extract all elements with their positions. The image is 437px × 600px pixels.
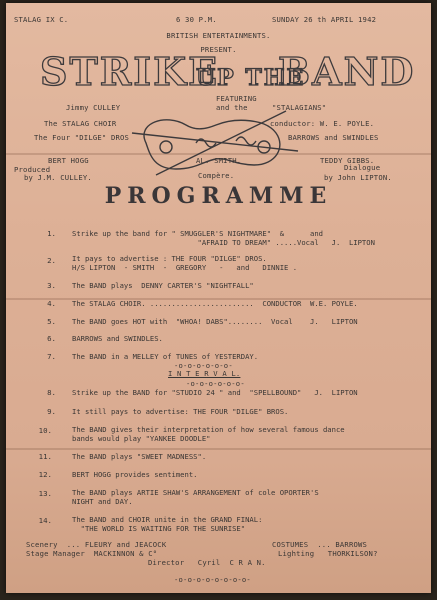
item-number: 3. bbox=[47, 281, 56, 290]
camp-name: STALAG IX C. bbox=[14, 15, 69, 24]
item-text-continued: NIGHT and DAY. bbox=[72, 497, 133, 506]
item-text: The BAND goes HOT with "WHOA! DABS"........ Vocal J. LIPTON bbox=[72, 317, 358, 326]
item-text-continued: "THE WORLD IS WAITING FOR THE SUNRISE" bbox=[72, 524, 246, 533]
present-label: PRESENT. bbox=[200, 45, 237, 54]
credit-smith: AL. SMITH. bbox=[196, 156, 242, 165]
credit-choir: The STALAG CHOIR bbox=[44, 119, 117, 128]
item-number: 10. bbox=[38, 426, 52, 435]
credit-costumes: COSTUMES ... BARROWS bbox=[272, 540, 368, 549]
item-number: 2. bbox=[47, 256, 56, 265]
item-text: The STALAG CHOIR. ........................ CONDUCTOR W.E. POYLE. bbox=[72, 299, 358, 308]
dialogue-label: Dialogue bbox=[344, 163, 381, 172]
item-number: 8. bbox=[47, 388, 56, 397]
title-up-the: UP THE bbox=[196, 65, 306, 91]
interval-dots-bottom: -o-o-o-o-o-o- bbox=[186, 379, 245, 388]
credit-gibbs: TEDDY GIBBS. bbox=[320, 156, 375, 165]
credit-hogg: BERT HOGG bbox=[48, 156, 89, 165]
violin-illustration-icon bbox=[126, 103, 306, 181]
credit-stalagians: "STALAGIANS" bbox=[272, 103, 327, 112]
interval-label: I N T E R V A L. bbox=[168, 369, 241, 378]
fold-line bbox=[6, 448, 431, 450]
item-text-continued: "AFRAID TO DREAM" .....Vocal J. LIPTON bbox=[72, 238, 375, 247]
credit-scenery: Scenery ... FLEURY and JEACOCK bbox=[26, 540, 167, 549]
item-number: 11. bbox=[38, 452, 52, 461]
credit-culley: Jimmy CULLEY bbox=[66, 103, 121, 112]
credit-conductor: conductor: W. E. POYLE. bbox=[270, 119, 375, 128]
item-number: 9. bbox=[47, 407, 56, 416]
item-text: The BAND plays DENNY CARTER'S "NIGHTFALL" bbox=[72, 281, 254, 290]
title-band: BAND bbox=[278, 49, 416, 94]
item-number: 12. bbox=[38, 470, 52, 479]
produced-label: Produced bbox=[14, 165, 51, 174]
dialogue-author: by John LIPTON. bbox=[324, 173, 392, 182]
item-number: 4. bbox=[47, 299, 56, 308]
programme-heading: PROGRAMME bbox=[104, 183, 333, 209]
item-text: Strike up the band for " SMUGGLER'S NIGHTMARE" & and bbox=[72, 229, 323, 238]
item-text: BARROWS and SWINDLES. bbox=[72, 334, 163, 343]
item-text: The BAND plays "SWEET MADNESS". bbox=[72, 452, 207, 461]
item-text: The BAND in a MELLEY of TUNES of YESTERDAY. bbox=[72, 352, 259, 361]
item-text-continued: bands would play "YANKEE DOODLE" bbox=[72, 434, 211, 443]
producer-name: by J.M. CULLEY. bbox=[24, 173, 92, 182]
credit-barrows: BARROWS and SWINDLES bbox=[288, 133, 379, 142]
credit-dilge: The Four "DILGE" DROS bbox=[34, 133, 130, 142]
programme-sheet bbox=[6, 3, 431, 593]
compere-label: Compère. bbox=[198, 171, 235, 180]
item-number: 1. bbox=[47, 229, 56, 238]
item-text: The BAND plays ARTIE SHAW'S ARRANGEMENT of cole OPORTER'S bbox=[72, 488, 319, 497]
item-number: 7. bbox=[47, 352, 56, 361]
item-text: BERT HOGG provides sentiment. bbox=[72, 470, 198, 479]
item-text: The BAND and CHOIR unite in the GRAND FINAL: bbox=[72, 515, 263, 524]
item-number: 13. bbox=[38, 489, 52, 498]
credit-stage-manager: Stage Manager MACKINNON & C° bbox=[26, 549, 158, 558]
show-date: SUNDAY 26 th APRIL 1942 bbox=[272, 15, 377, 24]
credit-and: and the bbox=[216, 103, 248, 112]
credit-director: Director Cyril C R A N. bbox=[148, 558, 266, 567]
item-number: 14. bbox=[38, 516, 52, 525]
item-text-continued: H/S LIPTON - SMITH - GREGORY - and DINNIE . bbox=[72, 263, 298, 272]
interval-dots-top: -o-o-o-o-o-o- bbox=[174, 361, 233, 370]
item-text: It pays to advertise : THE FOUR "DILGE" DROS. bbox=[72, 254, 267, 263]
item-number: 6. bbox=[47, 334, 56, 343]
item-text: The BAND gives their interpretation of how several famous dance bbox=[72, 425, 345, 434]
item-text: Strike up the BAND for "STUDIO 24 " and "SPELLBOUND" J. LIPTON bbox=[72, 388, 358, 397]
item-number: 5. bbox=[47, 317, 56, 326]
featuring-label: FEATURING bbox=[216, 94, 257, 103]
credit-lighting: Lighting THORKILSON? bbox=[278, 549, 378, 558]
title-strike: STRIKE bbox=[40, 49, 220, 94]
presenter: BRITISH ENTERTAINMENTS. bbox=[166, 31, 271, 40]
item-text: It still pays to advertise: THE FOUR "DILGE" BROS. bbox=[72, 407, 289, 416]
footer-dots: -o-o-o-o-o-o-o-o- bbox=[174, 575, 251, 584]
show-time: 6 30 P.M. bbox=[176, 15, 217, 24]
